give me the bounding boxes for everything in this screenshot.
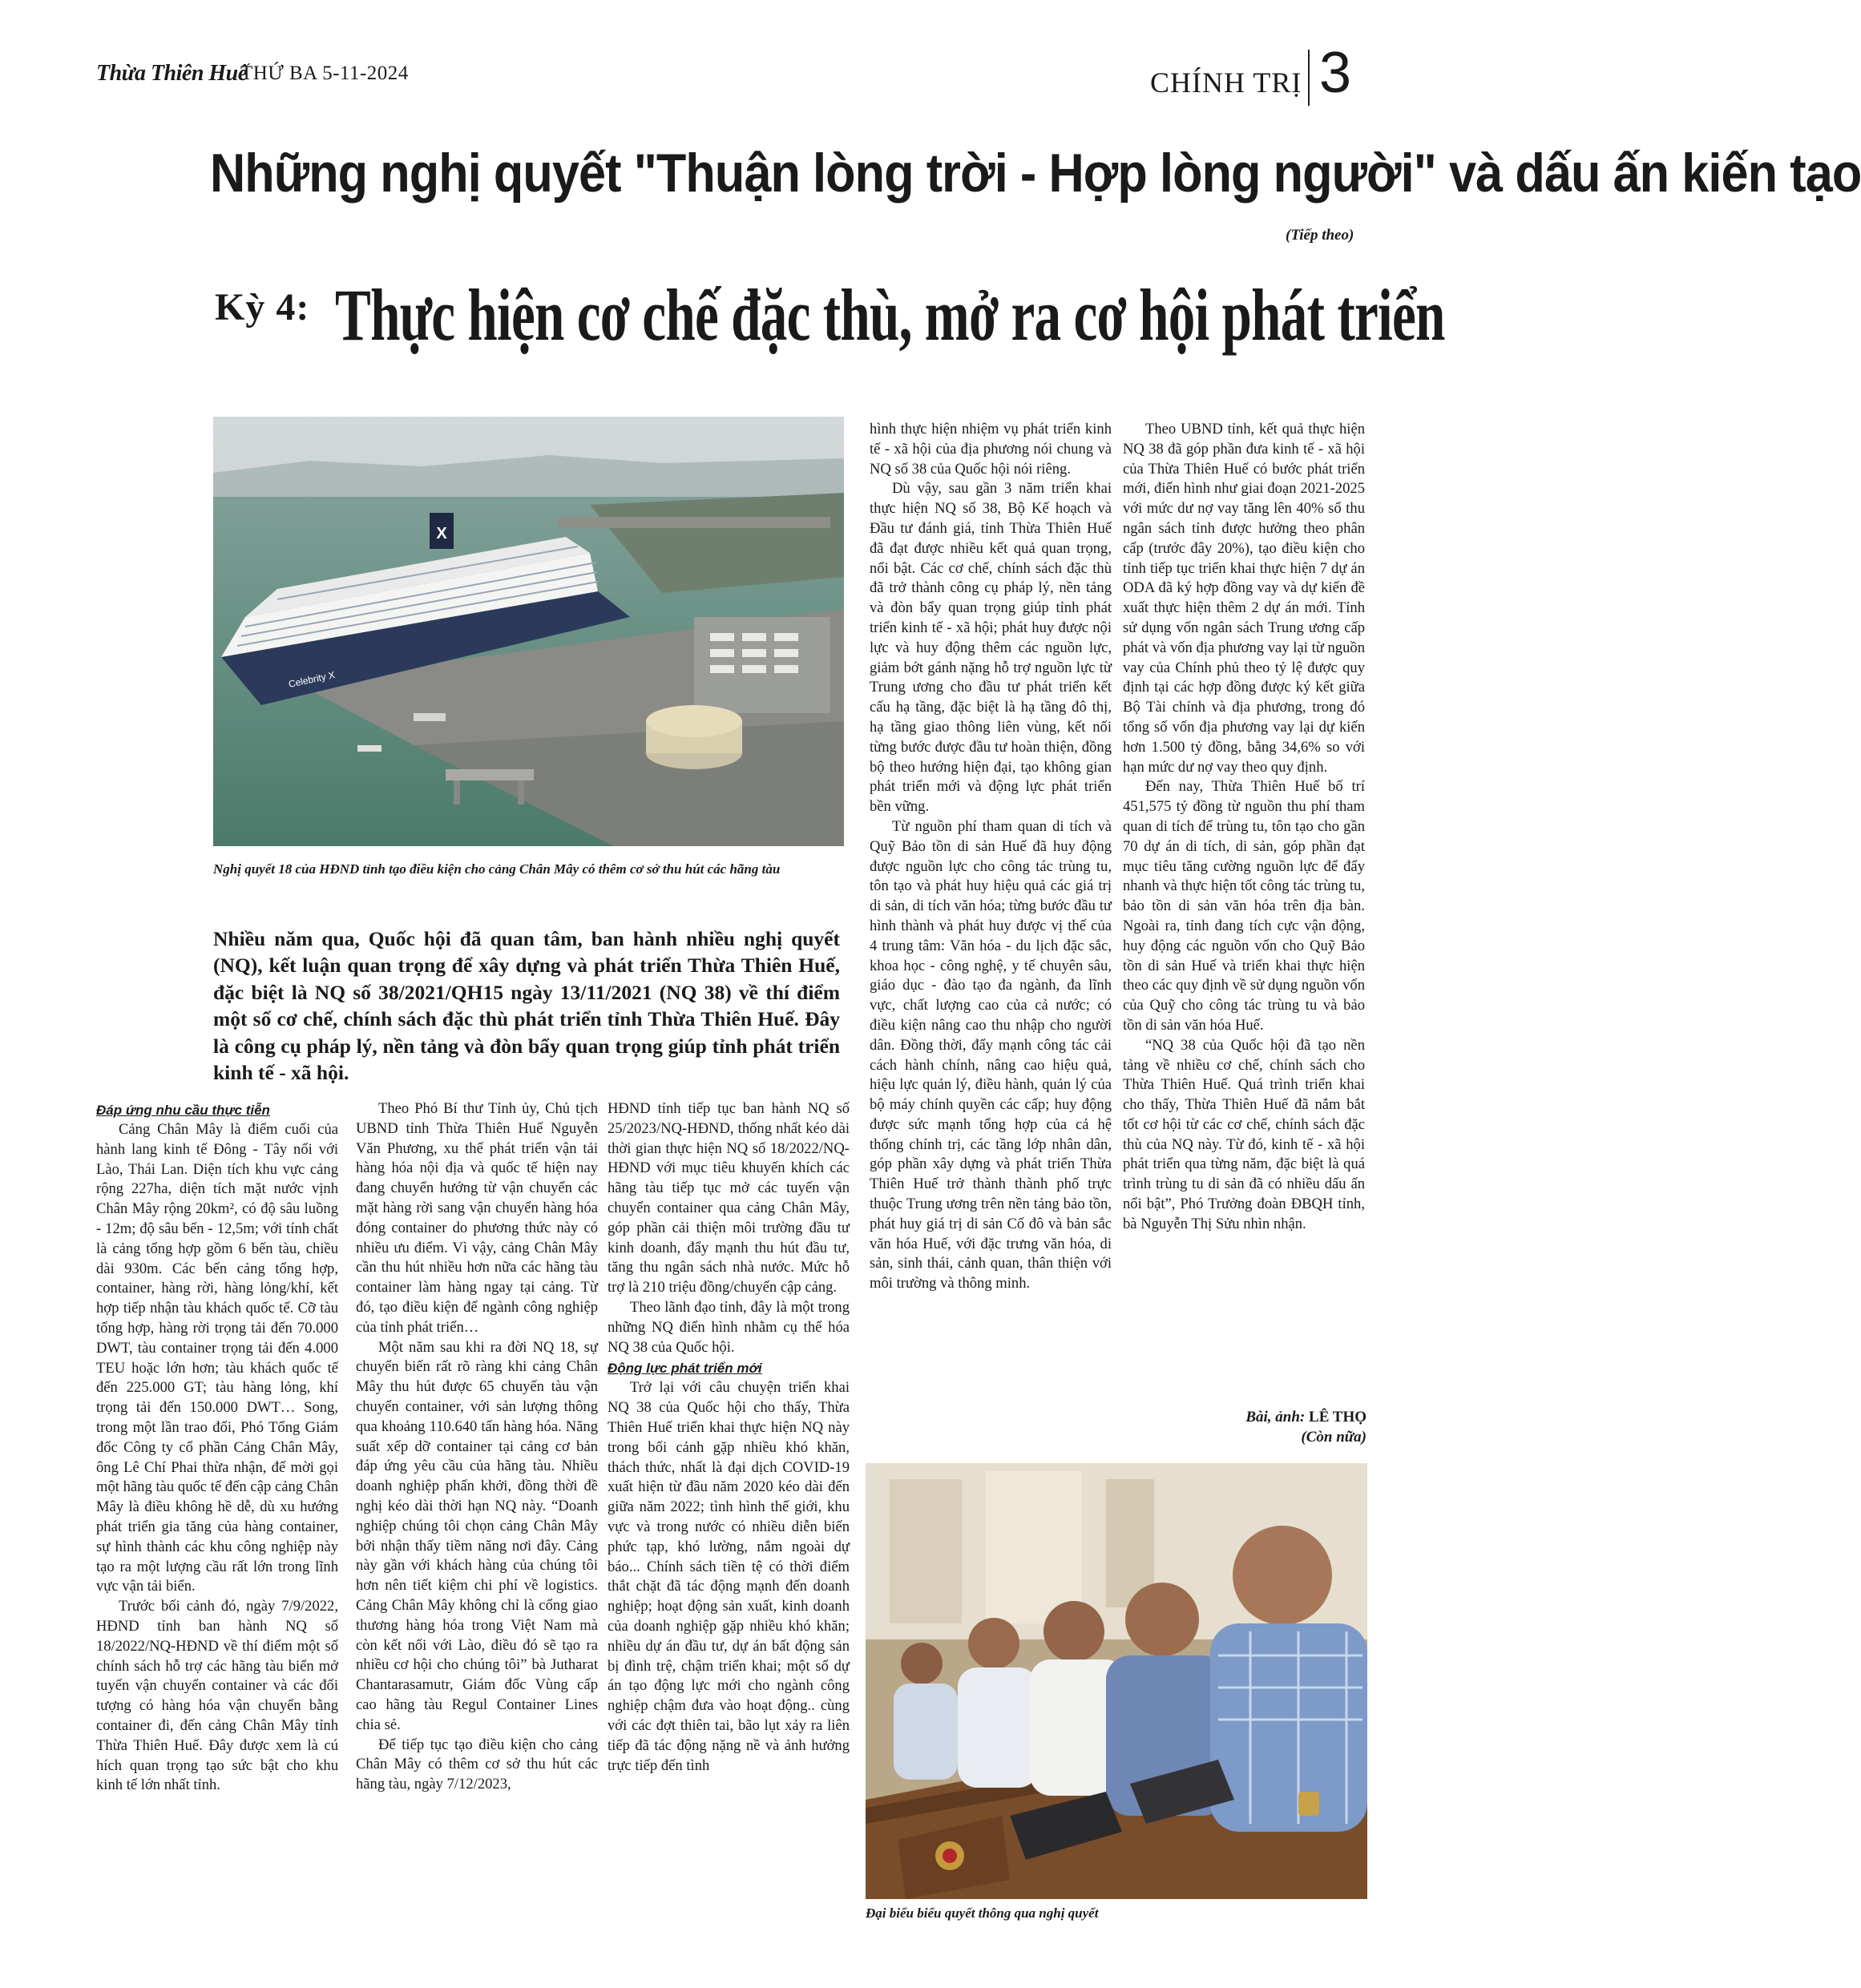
- author-name: LÊ THỌ: [1309, 1409, 1366, 1425]
- section-heading: Động lực phát triển mới: [608, 1361, 762, 1377]
- delegates-photo: [866, 1463, 1367, 1899]
- article-column-3: [608, 1099, 850, 1776]
- paragraph: Theo Phó Bí thư Tỉnh ủy, Chủ tịch UBND tỉnh Thừa Thiên Huế Nguyễn Văn Phương, xu thế phát triển vận tải hàng hóa nội địa và quốc tế hiện nay đang chuyển hướng từ vận chuyển các mặt hàng rời sang vận chuyển hàng hóa đóng container do phương thức này có nhiều ưu điểm. Vì vậy, cảng Chân Mây cần thu hút nhiều hơn nữa các hãng tàu container làm hàng ngay tại cảng. Từ đó, tạo điều kiện để ngành công nghiệp của tỉnh phát triển…: [356, 1100, 598, 1336]
- svg-text:X: X: [436, 525, 447, 542]
- paragraph: Trước bối cảnh đó, ngày 7/9/2022, HĐND tỉnh ban hành NQ số 18/2022/NQ-HĐND về thí điểm một số chính sách hỗ trợ các hãng tàu biển mở tuyến vận chuyển container và các đối tượng có hàng hóa vận chuyển bằng container đi, đến cảng Chân Mây tỉnh Thừa Thiên Huế. Đây được xem là cú hích quan trọng tạo sức bật cho khu kinh tế lớn nhất tỉnh.: [96, 1598, 338, 1794]
- article-column-4: [870, 420, 1112, 1294]
- paragraph: Một năm sau khi ra đời NQ 18, sự chuyển biến rất rõ ràng khi cảng Chân Mây thu hút được 65 chuyến tàu vận chuyển container, với sản lượng thông qua khoảng 110.640 tấn hàng hóa. Năng suất xếp dỡ container tại cảng cơ bản đáp ứng yêu cầu của hãng tàu. Nhiều doanh nghiệp phấn khởi, đồng thời đề nghị kéo dài thời hạn NQ này. “Doanh nghiệp chúng tôi chọn cảng Chân Mây bởi nhận thấy tiềm năng nơi đây. Cảng này gần với khách hàng của chúng tôi hơn nên tiết kiệm chi phí về logistics. Cảng Chân Mây không chỉ là cổng giao thương hàng hóa trong Việt Nam mà còn kết nối với Lào, điều đó sẽ tạo ra nhiều cơ hội cho chúng tôi” bà Jutharat Chantarasamutr, Giám đốc Vùng cấp cao hãng tàu Regul Container Lines chia sẻ.: [356, 1338, 598, 1733]
- lead-paragraph: Nhiều năm qua, Quốc hội đã quan tâm, ban hành nhiều nghị quyết (NQ), kết luận quan trọng để xây dựng và phát triển Thừa Thiên Huế, đặc biệt là NQ số 38/2021/QH15 ngày 13/11/2021 (NQ 38) về thí điểm một số cơ chế, chính sách đặc thù phát triển tỉnh Thừa Thiên Huế. Đây là công cụ pháp lý, nền tảng và đòn bẩy quan trọng giúp tỉnh phát triển kinh tế - xã hội.: [213, 927, 840, 1084]
- continued-note: (Tiếp theo): [1286, 227, 1354, 244]
- paragraph: Từ nguồn phí tham quan di tích và Quỹ Bảo tồn di sản Huế đã huy động được nguồn lực cho công tác trùng tu, tôn tạo và phát huy hiệu quả các giá trị di sản, di tích văn hóa; từng bước đầu tư hình thành và phát huy được vị thế của 4 trung tâm: Văn hóa - du lịch đặc sắc, khoa học - công nghệ, y tế chuyên sâu, giáo dục - đào tạo đa ngành, đa lĩnh vực, chất lượng cao của cả nước; có điều kiện nâng cao thu nhập cho người dân. Đồng thời, đẩy mạnh công tác cải cách hành chính, nâng cao hiệu quả, hiệu lực quản lý, điều hành, quản lý của bộ máy chính quyền các cấp; huy động được sức mạnh tổng hợp của cả hệ thống chính trị, các tầng lớp nhân dân, góp phần xây dựng và phát triển Thừa Thiên Huế trở thành thành phố trực thuộc Trung ương trên nền tảng bảo tồn, phát huy giá trị di sản Cố đô và bản sắc văn hóa Huế, với đặc trưng văn hóa, di sản, sinh thái, cảnh quan, thân thiện với môi trường và thông minh.: [870, 817, 1112, 1292]
- port-photo: [213, 417, 844, 846]
- paragraph: Trở lại với câu chuyện triển khai NQ 38 của Quốc hội cho thấy, Thừa Thiên Huế triển khai thực hiện NQ này trong bối cảnh gặp nhiều khó khăn, thách thức, nhất là đại dịch COVID-19 xuất hiện từ đầu năm 2020 kéo dài đến giữa năm 2022; tình hình thế giới, khu vực và trong nước có nhiều diễn biến phức tạp, khó lường, nắm ngoài dự báo... Chính sách tiền tệ có thời điểm thắt chặt đã tác động mạnh đến doanh nghiệp; hoạt động sản xuất, kinh doanh của doanh nghiệp gặp nhiều khó khăn; nhiều dự án đầu tư, dự án bất động sản bị đình trệ, chậm triển khai; một số dự án tạo động lực mới cho ngành công nghiệp chậm đưa vào hoạt động.. cùng với các đợt thiên tai, bão lụt xảy ra liên tiếp đã tác động nặng nề và ảnh hưởng trực tiếp đến tình: [608, 1379, 850, 1774]
- ship-name-label: Celebrity X: [287, 669, 337, 690]
- to-be-continued: (Còn nữa): [1301, 1429, 1366, 1446]
- paragraph: hình thực hiện nhiệm vụ phát triển kinh tế - xã hội của địa phương nói chung và NQ số 38 của Quốc hội nói riêng.: [870, 421, 1112, 478]
- delegates-photo-caption: Đại biểu biểu quyết thông qua nghị quyết: [866, 1905, 1099, 1921]
- paragraph: HĐND tỉnh tiếp tục ban hành NQ số 25/2023/NQ-HĐND, thống nhất kéo dài thời gian thực hiện NQ số 18/2022/NQ-HĐND với mục tiêu khuyến khích các hãng tàu tiếp tục mở các tuyến vận chuyển container qua cảng Chân Mây, góp phần cải thiện môi trường đầu tư kinh doanh, đẩy mạnh thu hút đầu tư, tăng thu ngân sách nhà nước. Mức hỗ trợ là 210 triệu đồng/chuyến cập cảng.: [608, 1100, 850, 1296]
- paragraph: Dù vậy, sau gần 3 năm triển khai thực hiện NQ số 38, Bộ Kế hoạch và Đầu tư đánh giá, tỉnh Thừa Thiên Huế đã đạt được nhiều kết quả quan trọng, nổi bật. Các cơ chế, chính sách đặc thù đã trở thành công cụ pháp lý, nền tảng và đòn bẩy quan trọng giúp tỉnh phát triển kinh tế - xã hội; phát huy được nội lực và huy động thêm các nguồn lực, giảm bớt gánh nặng hỗ trợ nguồn lực từ Trung ương cho đầu tư phát triển kết cấu hạ tầng, đặc biệt là hạ tầng đô thị, hạ tầng giao thông liên vùng, kết nối từng bước được đầu tư hoàn thiện, đồng bộ theo hướng hiện đại, tạo không gian phát triển mới và động lực phát triển bền vững.: [870, 480, 1112, 816]
- issue-date: THỨ BA 5-11-2024: [240, 63, 409, 84]
- paragraph: Để tiếp tục tạo điều kiện cho cảng Chân Mây có thêm cơ sở thu hút các hãng tàu, ngày 7/12/2023,: [356, 1736, 598, 1793]
- section-title: CHÍNH TRỊ: [1150, 67, 1302, 99]
- article-column-2: [356, 1099, 598, 1795]
- article-column-5: [1123, 420, 1365, 1235]
- paragraph: “NQ 38 của Quốc hội đã tạo nền tảng về nhiều cơ chế, chính sách cho Thừa Thiên Huế. Quá trình triển khai cho thấy, Thừa Thiên Huế đã nắm bắt tốt cơ hội từ các cơ chế, chính sách đặc thù của NQ này. Từ đó, kinh tế - xã hội phát triển qua từng năm, đặc biệt là quá trình trùng tu di sản đã có nhiều dấu ấn nổi bật”, Phó Trưởng đoàn ĐBQH tỉnh, bà Nguyễn Thị Sửu nhìn nhận.: [1123, 1036, 1365, 1232]
- byline-prefix: Bài, ảnh:: [1245, 1409, 1306, 1425]
- paragraph: Theo UBND tỉnh, kết quả thực hiện NQ 38 đã góp phần đưa kinh tế - xã hội của Thừa Thiên Huế có bước phát triển mới, điển hình như giai đoạn 2021-2025 với mức dư nợ vay tăng lên 40% số thu ngân sách tỉnh được hưởng theo phân cấp (trước đây 20%), tạo điều kiện cho tỉnh tiếp tục triển khai thực hiện 7 dự án ODA đã ký hợp đồng vay và dự kiến đề xuất thực hiện thêm 2 dự án mới. Tỉnh sử dụng vốn ngân sách Trung ương cấp phát và vốn địa phương vay lại từ nguồn vay của Chính phủ theo tỷ lệ được quy định tại các hợp đồng được ký kết giữa Bộ Tài chính và địa phương, trong đó tổng số vốn địa phương vay lại dự kiến hơn 1.500 tỷ đồng, bằng 34,6% so với hạn mức dư nợ vay theo quy định.: [1123, 421, 1365, 776]
- headline: Những nghị quyết "Thuận lòng trời - Hợp lòng người" và dấu ấn kiến tạo: [210, 143, 1861, 204]
- subheadline: Thực hiện cơ chế đặc thù, mở ra cơ hội phát triển: [335, 274, 1445, 356]
- episode-label: Kỳ 4:: [215, 286, 310, 329]
- paragraph: Đến nay, Thừa Thiên Huế bố trí 451,575 tỷ đồng từ nguồn thu phí tham quan di tích để trùng tu, tôn tạo cho gần 70 dự án di tích, di sản, góp phần đạt mục tiêu tăng cường nguồn lực để đẩy nhanh và thực hiện tốt công tác trùng tu, bảo tồn di sản văn hóa trên địa bàn. Ngoài ra, tỉnh đang tích cực vận động, huy động các nguồn vốn cho Quỹ Bảo tồn di sản Huế và triển khai thực hiện theo các quy định về sử dụng nguồn vốn của Quỹ cho công tác trùng tu và bảo tồn di sản văn hóa Huế.: [1123, 778, 1365, 1034]
- header-divider: [1308, 50, 1310, 106]
- port-photo-caption: Nghị quyết 18 của HĐND tỉnh tạo điều kiện cho cảng Chân Mây có thêm cơ sở thu hút các hãng tàu: [213, 861, 781, 877]
- newspaper-name: Thừa Thiên Huế: [96, 61, 248, 86]
- paragraph: Theo lãnh đạo tỉnh, đây là một trong những NQ điển hình nhằm cụ thể hóa NQ 38 của Quốc hội.: [608, 1298, 850, 1356]
- section-heading: Đáp ứng nhu cầu thực tiễn: [96, 1103, 270, 1118]
- byline: [1122, 1407, 1366, 1447]
- page-number: 3: [1319, 41, 1352, 105]
- paragraph: Cảng Chân Mây là điểm cuối của hành lang kinh tế Đông - Tây nối với Lào, Thái Lan. Diện tích khu vực cảng rộng 227ha, diện tích mặt nước vịnh Chân Mây rộng 20km², có độ sâu luồng - 12m; độ sâu bến - 12,5m; với tính chất là cảng tổng hợp gồm 6 bến tàu, chiều dài 930m. Các bến cảng tổng hợp, container, hàng rời, hàng lỏng/khí, kết hợp tiếp nhận tàu khách quốc tế. Cỡ tàu tổng hợp, hàng rời trọng tải đến 70.000 DWT, tàu container trọng tải đến 4.000 TEU hoặc lớn hơn; tàu khách quốc tế đến 225.000 GT; tàu hàng lỏng, khí trọng tải đến 150.000 DWT… Song, trong một lần trao đổi, Phó Tổng Giám đốc Công ty cổ phần Cảng Chân Mây, ông Lê Chí Phai thừa nhận, để mời gọi một hãng tàu quốc tế đến cập cảng Chân Mây là điều không hề dễ, dù xu hướng phát triển gia tăng của hàng container, sự hình thành các khu công nghiệp này tạo ra một lượng cầu rất lớn trong lĩnh vực vận tải biển.: [96, 1121, 338, 1595]
- article-column-1: [96, 1099, 338, 1796]
